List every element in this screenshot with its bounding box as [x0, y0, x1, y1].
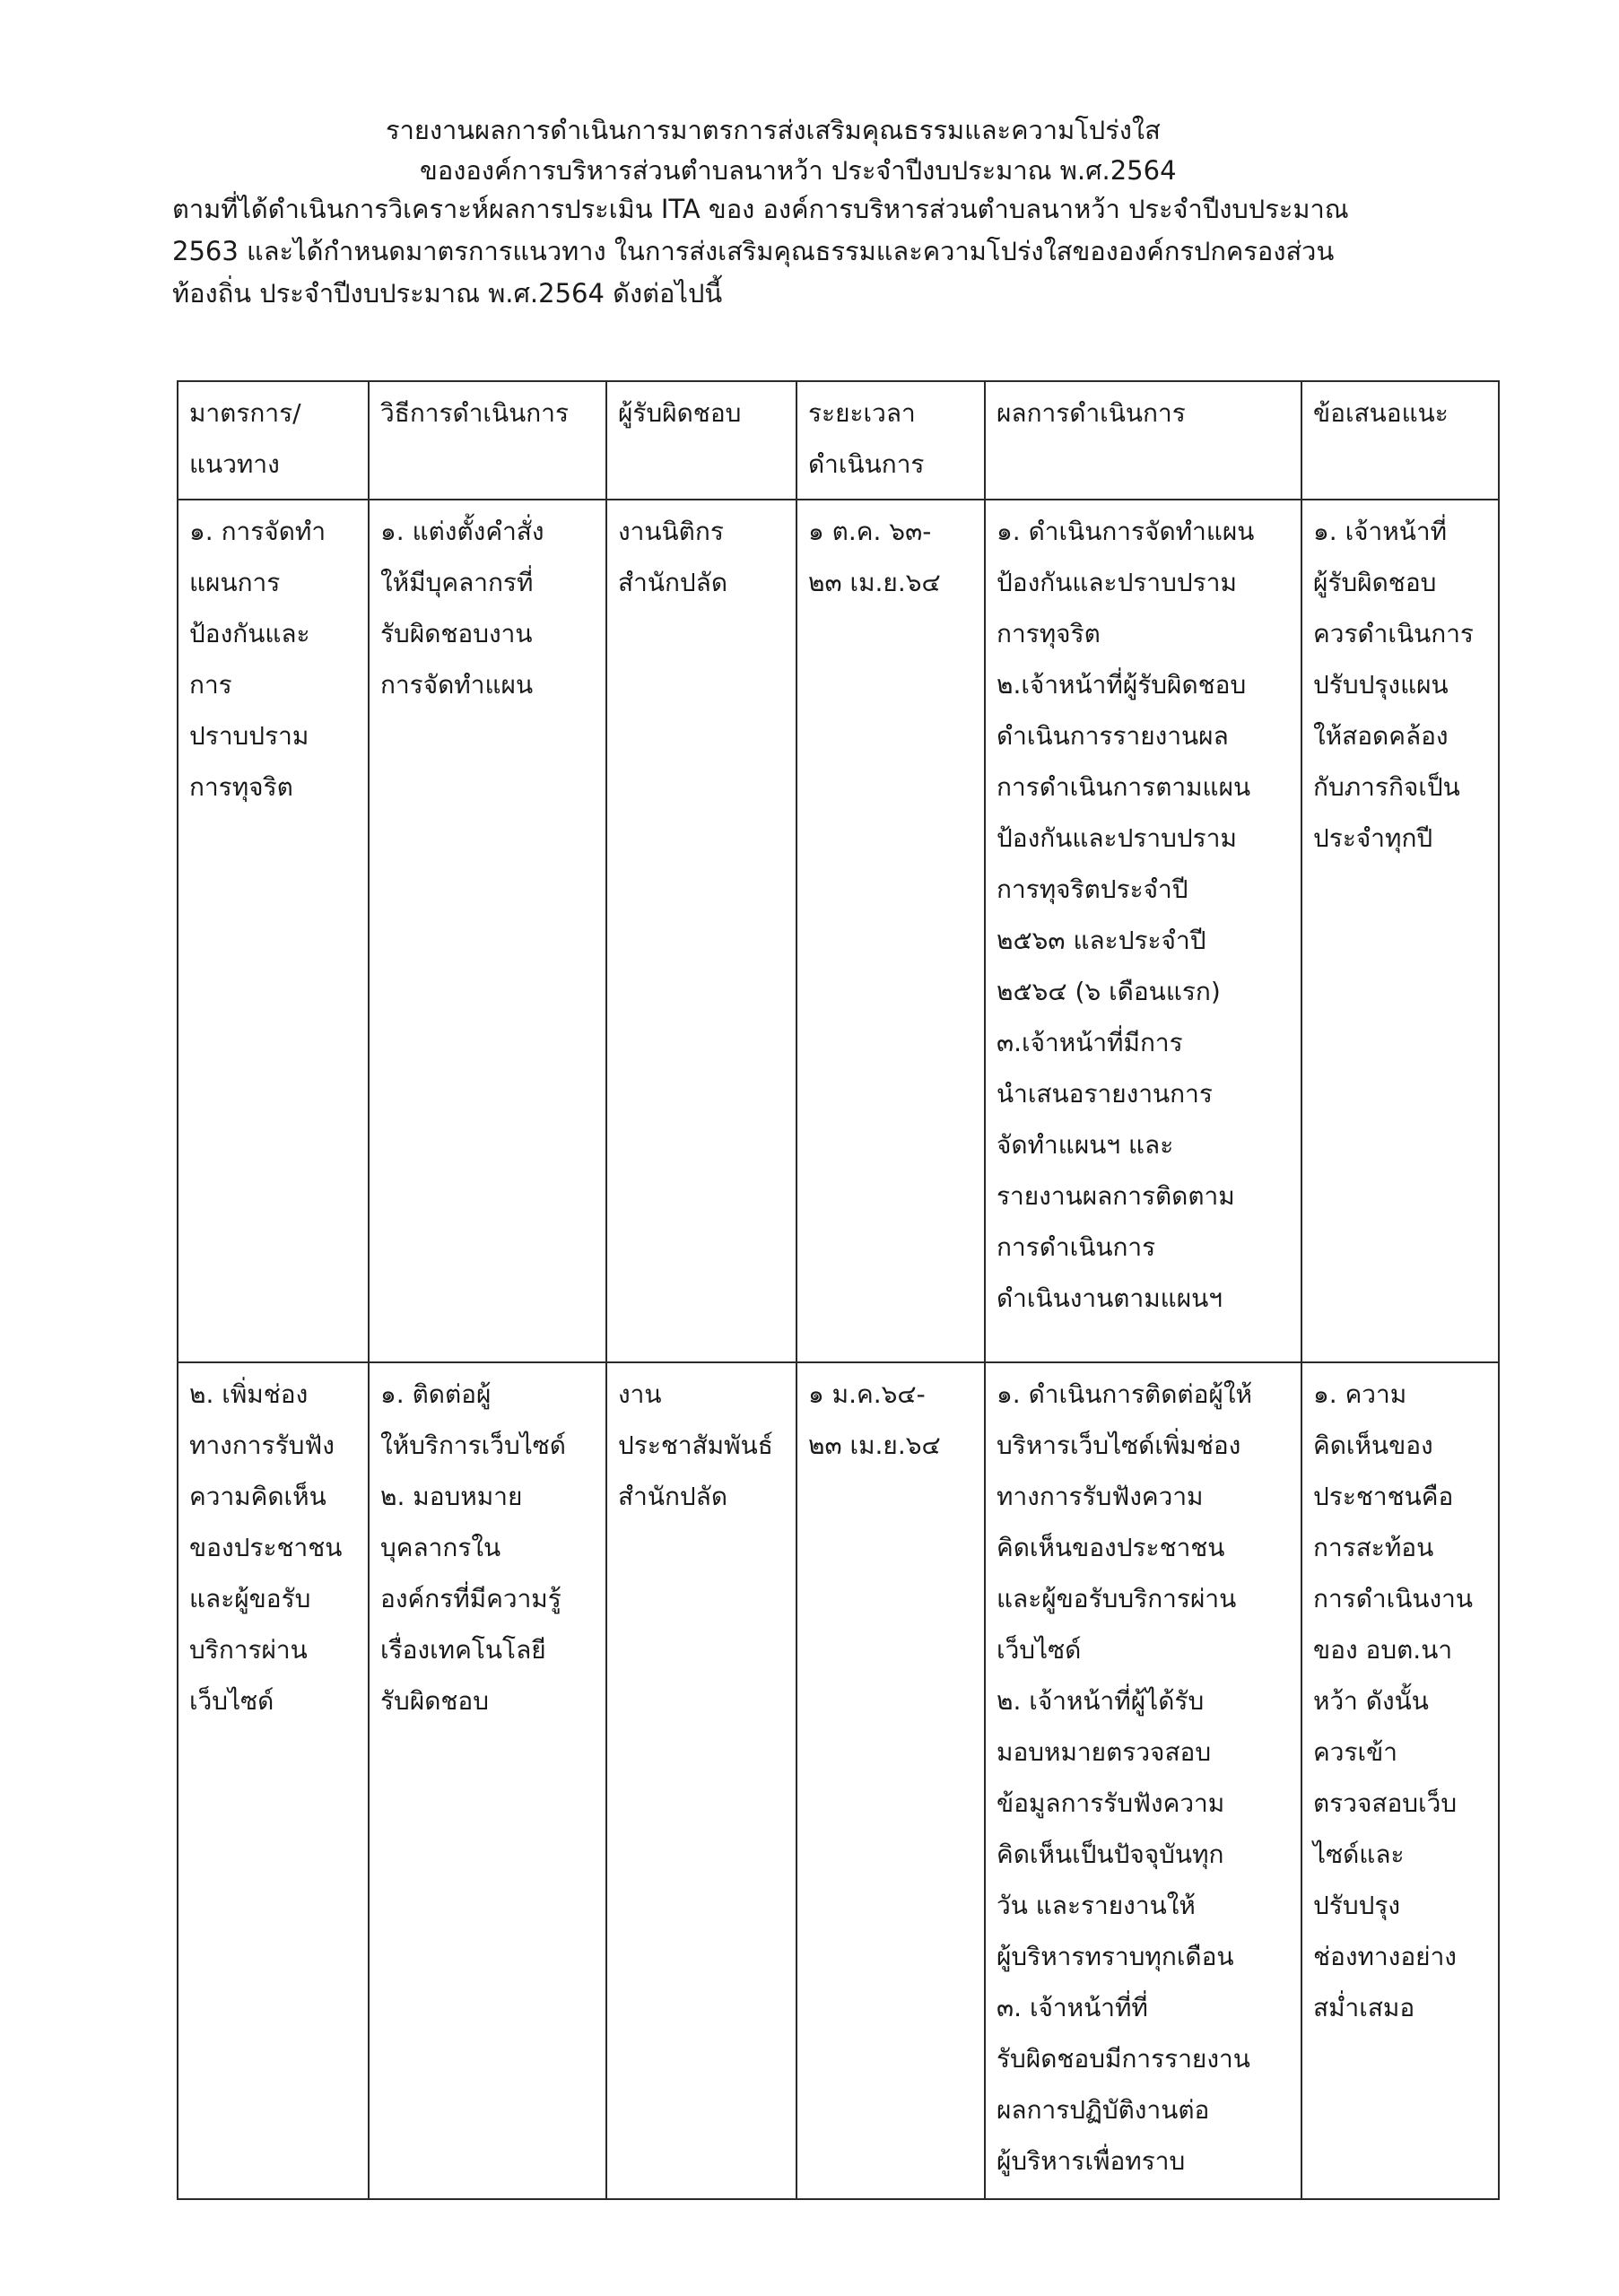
header-period	[796, 381, 985, 500]
cell-line: แนวทาง	[189, 449, 280, 479]
cell-line: ผู้บริหารเพื่อทราบ	[997, 2146, 1186, 2176]
cell-line: ๒. มอบหมาย	[380, 1482, 523, 1511]
cell-line: ๒.เจ้าหน้าที่ผู้รับผิดชอบ	[997, 670, 1247, 700]
cell-suggestion	[1301, 1362, 1499, 2199]
cell-line: และผู้ขอรับบริการผ่าน	[997, 1584, 1237, 1613]
table-row	[178, 1362, 1499, 2199]
cell-line: ๒. เพิ่มช่อง	[189, 1379, 309, 1409]
cell-line: ประชาสัมพันธ์	[618, 1431, 773, 1460]
cell-line: หว้า ดังนั้น	[1313, 1686, 1429, 1716]
cell-line: เว็บไซด์	[997, 1635, 1082, 1665]
intro-line: ท้องถิ่น ประจำปีงบประมาณ พ.ศ.2564 ดังต่อไปนี้	[172, 278, 723, 309]
document-title-line-1: รายงานผลการดำเนินการมาตรการส่งเสริมคุณธรรมและความโปร่งใส	[386, 115, 1161, 145]
cell-line: บริการผ่าน	[189, 1635, 308, 1665]
cell-line: ควรเข้า	[1313, 1737, 1397, 1767]
cell-line: ๑. เจ้าหน้าที่	[1313, 517, 1448, 546]
cell-line: ผู้บริหารทราบทุกเดือน	[997, 1942, 1234, 1971]
cell-line: การทุจริต	[997, 619, 1101, 648]
cell-line: ดำเนินการ	[808, 449, 925, 479]
cell-line: ผู้รับผิดชอบ	[618, 398, 742, 428]
table-header-row	[178, 381, 1499, 500]
cell-line: ปรับปรุงแผน	[1313, 670, 1449, 700]
cell-line: วิธีการดำเนินการ	[380, 398, 569, 428]
cell-line: ๑. การจัดทำ	[189, 517, 326, 546]
cell-line: ความคิดเห็น	[189, 1482, 326, 1511]
cell-line: ควรดำเนินการ	[1313, 619, 1474, 648]
cell-line: การทุจริตประจำปี	[997, 874, 1188, 904]
cell-line: ๒๕๖๓ และประจำปี	[997, 926, 1206, 955]
cell-line: บุคลากรใน	[380, 1533, 501, 1562]
cell-period	[796, 1362, 985, 2199]
cell-line: ๓.เจ้าหน้าที่มีการ	[997, 1028, 1183, 1057]
cell-line: การดำเนินงาน	[1313, 1584, 1474, 1613]
cell-line: คิดเห็นของประชาชน	[997, 1533, 1225, 1562]
cell-responsible	[606, 1362, 796, 2199]
header-result	[985, 381, 1301, 500]
cell-line: ให้สอดคล้อง	[1313, 721, 1449, 751]
cell-line: จัดทำแผนฯ และ	[997, 1130, 1174, 1160]
intro-line: 2563 และได้กำหนดมาตรการแนวทาง ในการส่งเสริมคุณธรรมและความโปร่งใสขององค์กรปกครองส่วน	[172, 236, 1335, 266]
cell-line: ๑. แต่งตั้งคำสั่ง	[380, 517, 544, 546]
cell-line: ช่องทางอย่าง	[1313, 1942, 1457, 1971]
cell-line: ป้องกันและ	[189, 619, 310, 648]
cell-line: ๒๓ เม.ย.๖๔	[808, 568, 941, 597]
header-responsible	[606, 381, 796, 500]
cell-line: ข้อมูลการรับฟังความ	[997, 1788, 1225, 1818]
cell-result	[985, 500, 1301, 1362]
cell-line: สม่ำเสมอ	[1313, 1993, 1415, 2022]
cell-line: ดำเนินการรายงานผล	[997, 721, 1229, 751]
cell-measure	[178, 500, 369, 1362]
cell-line: ไซด์และ	[1313, 1839, 1405, 1869]
cell-line: ให้บริการเว็บไซด์	[380, 1431, 566, 1460]
cell-line: กับภารกิจเป็น	[1313, 772, 1460, 802]
intro-paragraph	[172, 188, 1464, 315]
cell-line: การทุจริต	[189, 772, 293, 802]
cell-line: บริหารเว็บไซด์เพิ่มช่อง	[997, 1431, 1241, 1460]
cell-line: และผู้ขอรับ	[189, 1584, 311, 1613]
cell-line: เรื่องเทคโนโลยี	[380, 1635, 546, 1665]
cell-line: การดำเนินการ	[997, 1232, 1156, 1262]
cell-line: ทางการรับฟังความ	[997, 1482, 1204, 1511]
header-measure	[178, 381, 369, 500]
cell-line: รับผิดชอบ	[380, 1686, 489, 1716]
cell-line: มอบหมายตรวจสอบ	[997, 1737, 1212, 1767]
cell-line: ๑. ดำเนินการจัดทำแผน	[997, 517, 1255, 546]
cell-line: ๑. ติดต่อผู้	[380, 1379, 492, 1409]
cell-line: นำเสนอรายงานการ	[997, 1079, 1213, 1109]
cell-line: ของประชาชน	[189, 1533, 343, 1562]
header-suggestion	[1301, 381, 1499, 500]
cell-line: งาน	[618, 1379, 662, 1409]
measures-table	[177, 380, 1500, 2200]
cell-line: วัน และรายงานให้	[997, 1891, 1196, 1920]
cell-line: แผนการ	[189, 568, 281, 597]
cell-line: ประชาชนคือ	[1313, 1482, 1454, 1511]
cell-method	[369, 500, 606, 1362]
cell-line: ๒๓ เม.ย.๖๔	[808, 1431, 941, 1460]
cell-line: การจัดทำแผน	[380, 670, 534, 700]
cell-period	[796, 500, 985, 1362]
cell-line: ป้องกันและปราบปราม	[997, 823, 1237, 853]
cell-line: รายงานผลการติดตาม	[997, 1181, 1235, 1211]
cell-line: ๒. เจ้าหน้าที่ผู้ได้รับ	[997, 1686, 1205, 1716]
cell-line: งานนิติกร	[618, 517, 724, 546]
cell-line: การสะท้อน	[1313, 1533, 1434, 1562]
cell-line: ๑ ม.ค.๖๔-	[808, 1379, 926, 1409]
cell-responsible	[606, 500, 796, 1362]
cell-line: ผู้รับผิดชอบ	[1313, 568, 1437, 597]
cell-line: คิดเห็นเป็นปัจจุบันทุก	[997, 1839, 1224, 1869]
cell-line: มาตรการ/	[189, 398, 301, 428]
cell-measure	[178, 1362, 369, 2199]
cell-line: การ	[189, 670, 232, 700]
cell-line: ทางการรับฟัง	[189, 1431, 335, 1460]
cell-line: ผลการปฏิบัติงานต่อ	[997, 2095, 1210, 2125]
cell-line: ๑. ดำเนินการติดต่อผู้ให้	[997, 1379, 1252, 1409]
table-row	[178, 500, 1499, 1362]
cell-line: สำนักปลัด	[618, 568, 728, 597]
cell-line: ป้องกันและปราบปราม	[997, 568, 1237, 597]
cell-line: ผลการดำเนินการ	[997, 398, 1186, 428]
intro-line: ตามที่ได้ดำเนินการวิเคราะห์ผลการประเมิน ITA ของ องค์การบริหารส่วนตำบลนาหว้า ประจำปีงบประมาณ	[172, 194, 1349, 224]
cell-line: ปราบปราม	[189, 721, 309, 751]
cell-line: ดำเนินงานตามแผนฯ	[997, 1283, 1223, 1313]
cell-line: การดำเนินการตามแผน	[997, 772, 1251, 802]
cell-line: ให้มีบุคลากรที่	[380, 568, 534, 597]
cell-line: ปรับปรุง	[1313, 1891, 1401, 1920]
cell-line: ๑. ความ	[1313, 1379, 1407, 1409]
cell-line: ของ อบต.นา	[1313, 1635, 1453, 1665]
cell-suggestion	[1301, 500, 1499, 1362]
cell-line: ๒๕๖๔ (๖ เดือนแรก)	[997, 977, 1221, 1006]
cell-line: ตรวจสอบเว็บ	[1313, 1788, 1458, 1818]
cell-method	[369, 1362, 606, 2199]
cell-line: องค์กรที่มีความรู้	[380, 1584, 561, 1613]
cell-line: รับผิดชอบงาน	[380, 619, 533, 648]
cell-line: รับผิดชอบมีการรายงาน	[997, 2044, 1250, 2074]
cell-line: ระยะเวลา	[808, 398, 916, 428]
cell-line: ข้อเสนอแนะ	[1313, 398, 1449, 428]
cell-line: ๓. เจ้าหน้าที่ที่	[997, 1993, 1148, 2022]
cell-line: เว็บไซด์	[189, 1686, 274, 1716]
cell-line: ๑ ต.ค. ๖๓-	[808, 517, 932, 546]
header-method	[369, 381, 606, 500]
cell-line: ประจำทุกปี	[1313, 823, 1433, 853]
cell-line: คิดเห็นของ	[1313, 1431, 1433, 1460]
cell-result	[985, 1362, 1301, 2199]
document-title-line-2: ขององค์การบริหารส่วนตำบลนาหว้า ประจำปีงบประมาณ พ.ศ.2564	[420, 155, 1177, 186]
cell-line: สำนักปลัด	[618, 1482, 728, 1511]
